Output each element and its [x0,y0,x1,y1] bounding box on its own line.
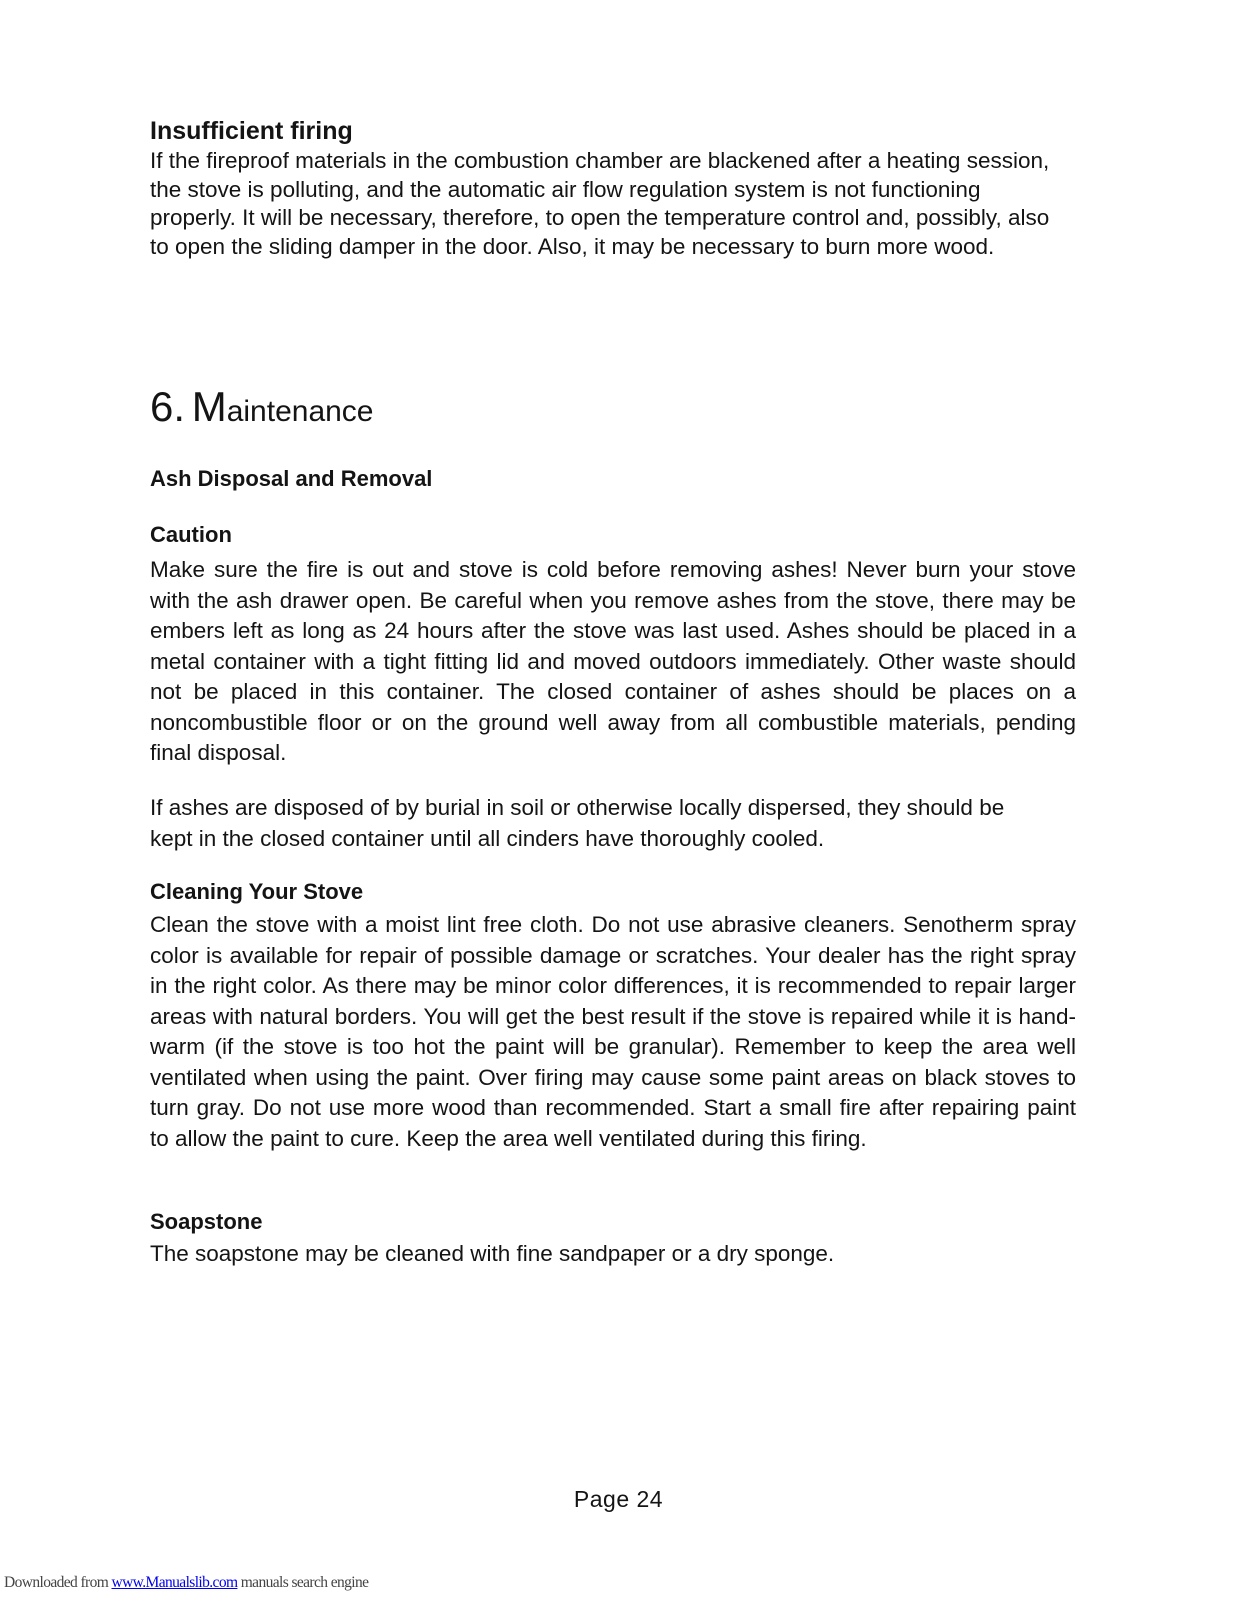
insufficient-firing-paragraph: If the fireproof materials in the combustion chamber are blackened after a heating session, the stove is polluting, and the automatic air flow regulation system is not functioning properly. It will be necessary, therefore, to open the temperature control and, possibly, also to open the sliding damper in the door. Also, it may be necessary to burn more wood. [150,148,1050,259]
download-footer [4,1574,368,1592]
ash-disposal-heading: Ash Disposal and Removal [150,466,433,491]
caution-paragraph: Make sure the fire is out and stove is cold before removing ashes! Never burn your stove with the ash drawer open. Be careful when you remove ashes from the stove, there may be embers left as long as 24 hours after the stove was last used. Ashes should be placed in a metal container with a tight fitting lid and moved outdoors immediately. Other waste should not be placed in this container. The closed container of ashes should be places on a noncombustible floor or on the ground well away from all combustible materials, pending final disposal. [150,557,1076,765]
soapstone-paragraph: The soapstone may be cleaned with fine sandpaper or a dry sponge. [150,1241,835,1266]
chapter-number: 6. [150,383,186,430]
insufficient-firing-heading: Insufficient firing [150,117,353,145]
cleaning-paragraph: Clean the stove with a moist lint free cloth. Do not use abrasive cleaners. Senotherm spray color is available for repair of possible damage or scratches. Your dealer has the right spray in the right color. As there may be minor color differences, it is recommended to repair larger areas with natural borders. You will get the best result if the stove is repaired while it is hand-warm (if the stove is too hot the paint will be granular). Remember to keep the area well ventilated when using the paint. Over firing may cause some paint areas on black stoves to turn gray. Do not use more wood than recommended. Start a small fire after repairing paint to allow the paint to cure. Keep the area well ventilated during this firing. [150,912,1076,1151]
caution-heading: Caution [150,522,232,547]
chapter-title-rest: aintenance [226,395,374,428]
cleaning-heading: Cleaning Your Stove [150,879,364,904]
page-number: Page 24 [573,1486,664,1512]
soapstone-heading: Soapstone [150,1209,263,1234]
chapter-heading [150,383,374,430]
ash-burial-paragraph: If ashes are disposed of by burial in soil or otherwise locally dispersed, they should be kept in the closed container until all cinders have thoroughly cooled. [150,795,1005,851]
footer-prefix: Downloaded from [4,1574,112,1591]
footer-suffix: manuals search engine [237,1574,369,1591]
manualslib-link[interactable]: www.Manualslib.com [111,1574,238,1591]
chapter-initial: M [191,383,227,430]
